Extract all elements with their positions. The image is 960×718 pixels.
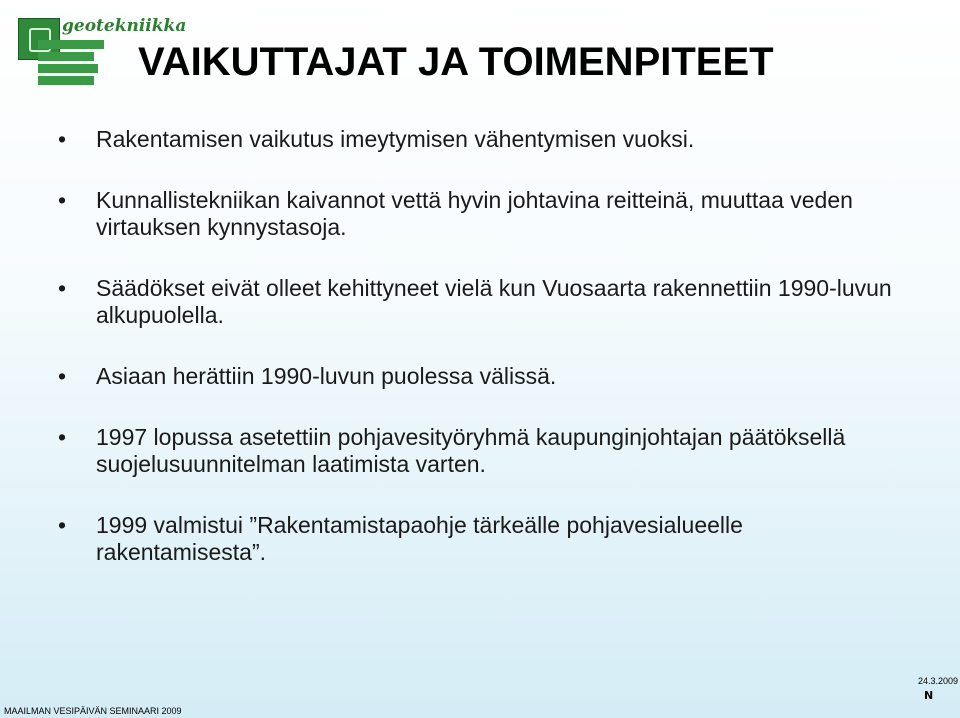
footer-event: MAAILMAN VESIPÄIVÄN SEMINAARI 2009 — [4, 706, 182, 716]
bullet-item — [58, 187, 918, 241]
footer-logo-mark: N — [924, 689, 934, 702]
bullet-dot-icon: • — [58, 512, 67, 538]
bullet-text: 1997 lopussa asetettiin pohjavesityöryhmä kaupunginjohtajan päätöksellä suojelusuunnitelman laatimista varten. — [96, 424, 846, 477]
bullet-text: Asiaan herättiin 1990-luvun puolessa välissä. — [96, 363, 557, 389]
bullet-item — [58, 512, 918, 566]
bullet-item — [58, 275, 918, 329]
bullet-text: Säädökset eivät olleet kehittyneet vielä kun Vuosaarta rakennettiin 1990-luvun alkupuolella. — [96, 275, 892, 328]
logo-stripe — [38, 52, 94, 61]
bullet-dot-icon: • — [58, 187, 67, 213]
bullet-dot-icon: • — [58, 424, 67, 450]
bullet-text: Kunnallistekniikan kaivannot vettä hyvin johtavina reitteinä, muuttaa veden virtauksen kynnystasoja. — [96, 187, 853, 240]
bullet-list — [58, 126, 918, 566]
slide-title: VAIKUTTAJAT JA TOIMENPITEET — [138, 40, 774, 84]
bullet-item — [58, 424, 918, 478]
footer-date: 24.3.2009 — [918, 676, 959, 686]
logo-stripe — [38, 64, 98, 73]
bullet-text: Rakentamisen vaikutus imeytymisen vähentymisen vuoksi. — [96, 126, 695, 152]
bullet-text: 1999 valmistui ”Rakentamistapaohje tärkeälle pohjavesialueelle rakentamisesta”. — [96, 512, 743, 565]
logo-stripe — [38, 76, 94, 85]
bullet-dot-icon: • — [58, 126, 67, 152]
logo-stripe — [38, 40, 104, 49]
logo-name: geotekniikka — [62, 16, 187, 36]
bullet-dot-icon: • — [58, 275, 67, 301]
bullet-dot-icon: • — [58, 363, 67, 389]
bullet-item — [58, 363, 918, 390]
bullet-item — [58, 126, 918, 153]
